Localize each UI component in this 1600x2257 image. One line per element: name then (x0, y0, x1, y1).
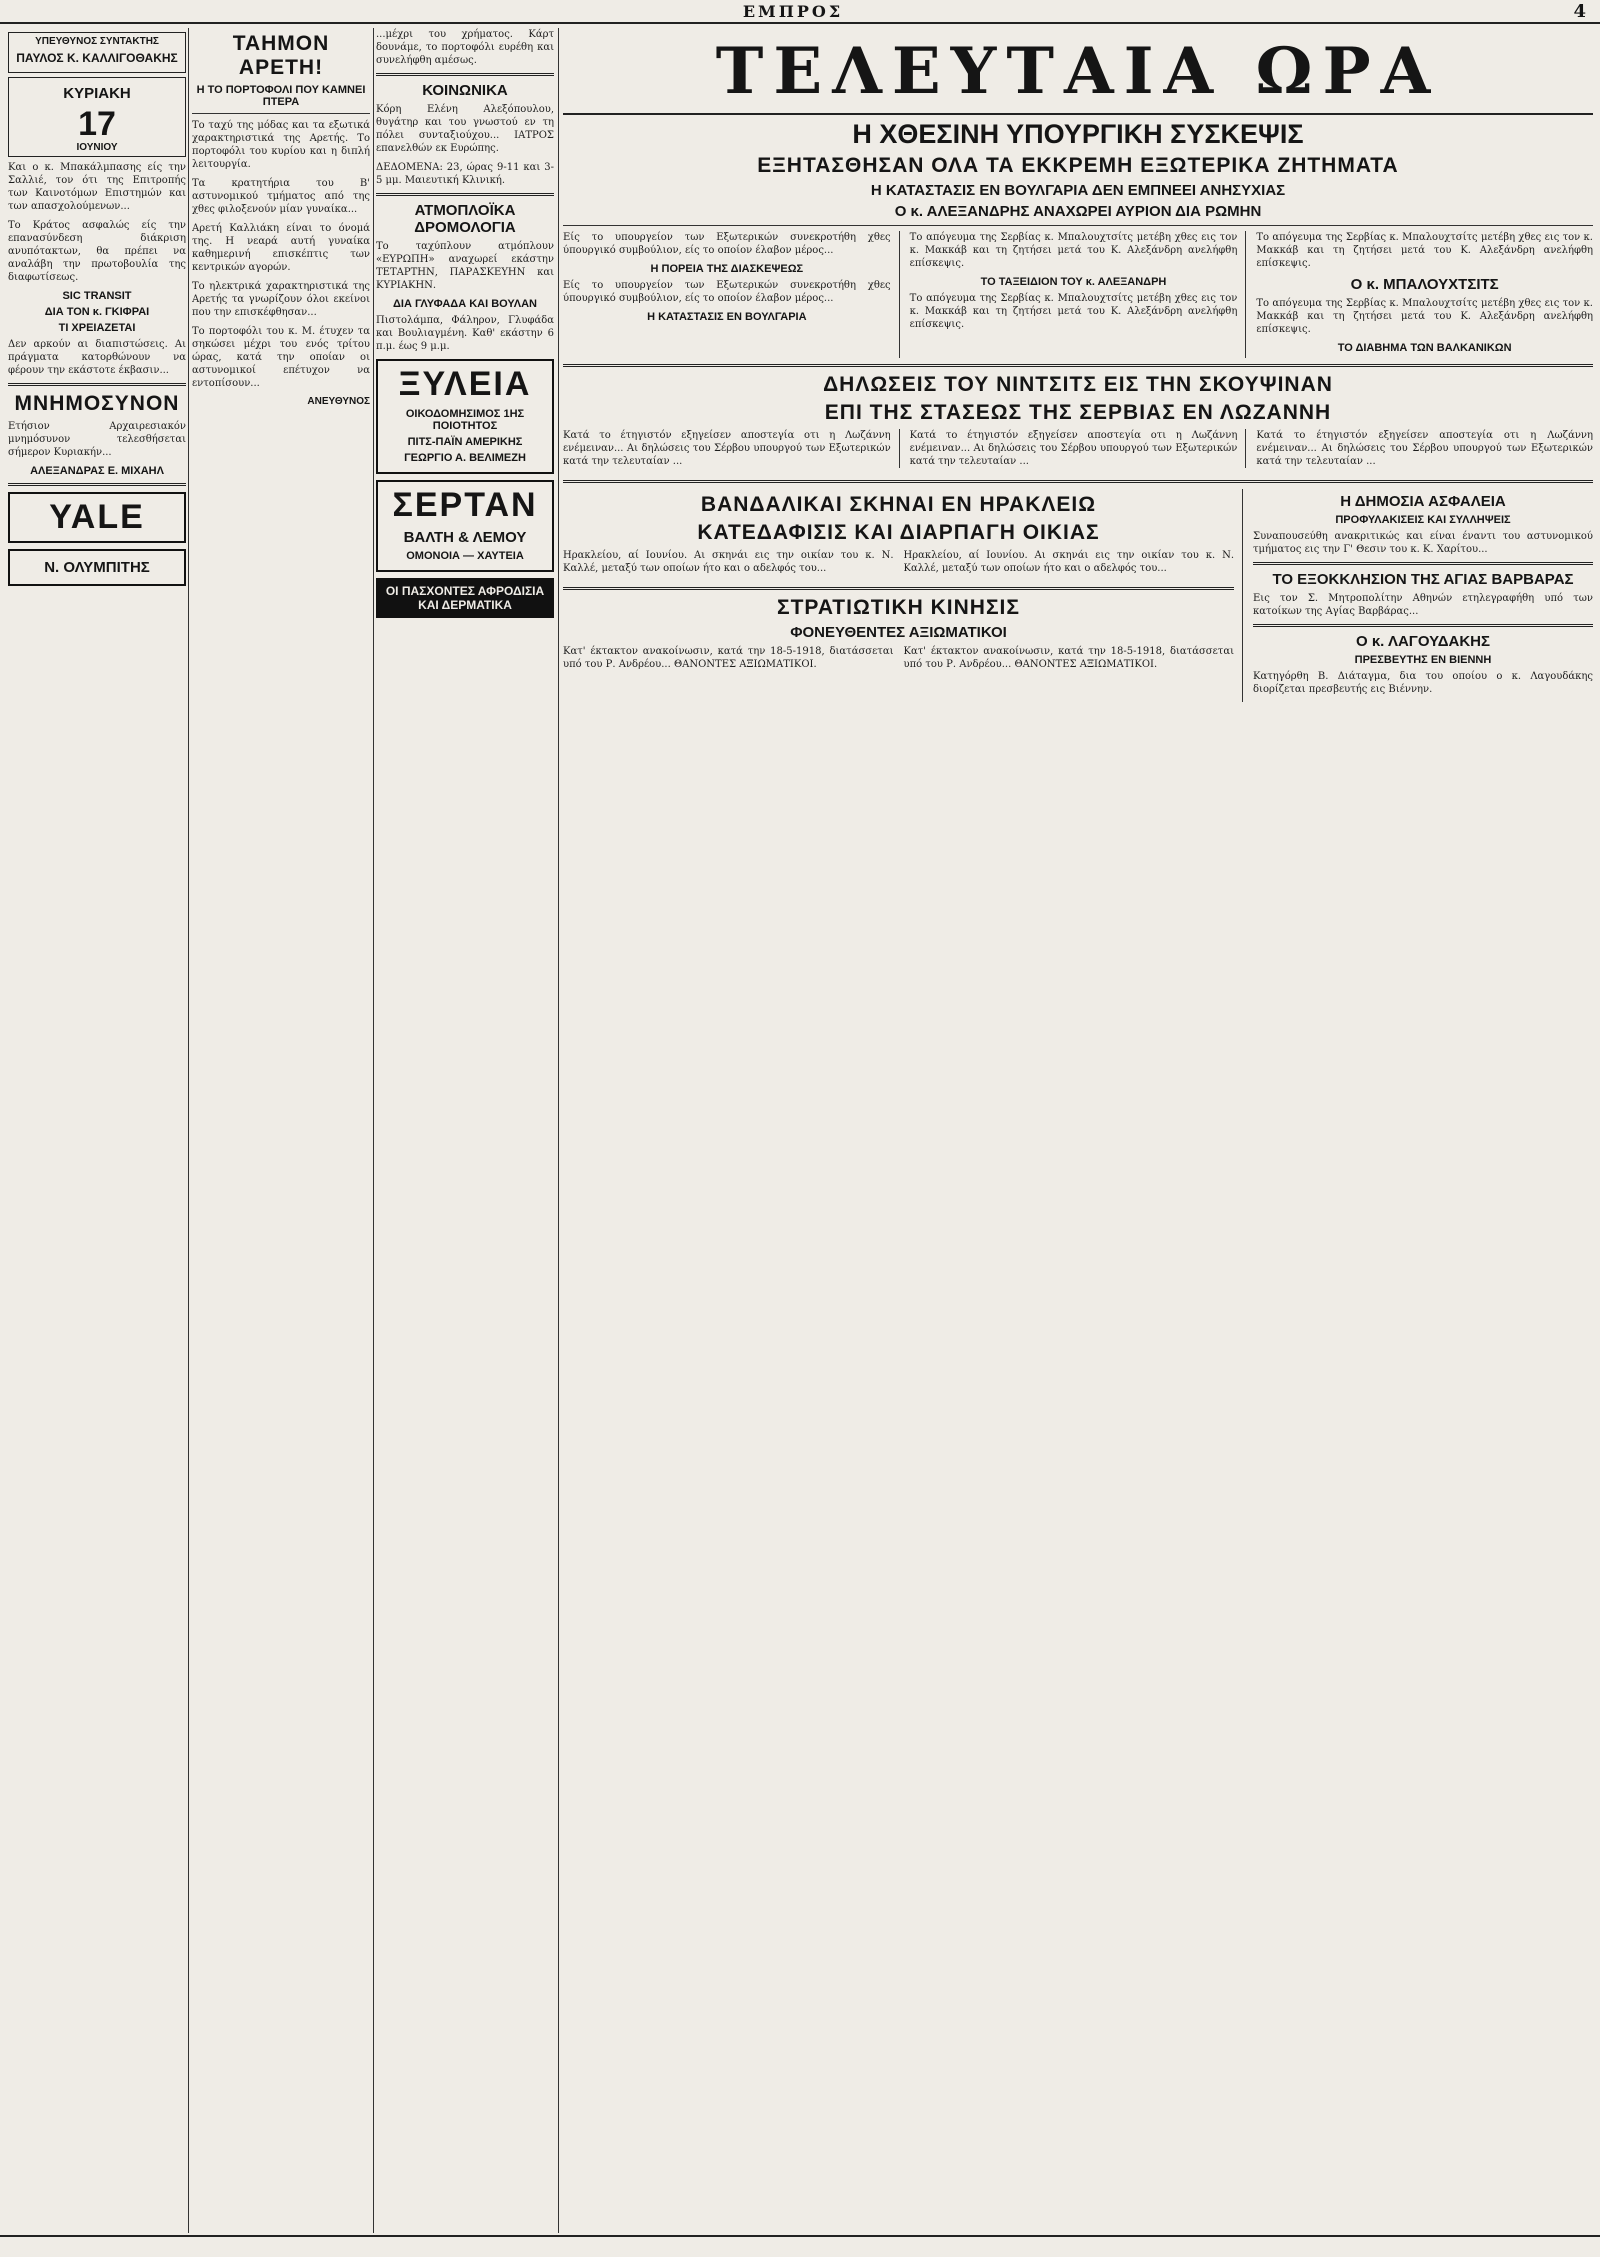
editor-label: ΥΠΕΥΘΥΝΟΣ ΣΥΝΤΑΚΤΗΣ (35, 36, 159, 47)
headline-profylaktiseis: ΠΡΟΦΥΛΑΚΙΣΕΙΣ ΚΑΙ ΣΥΛΛΗΨΕΙΣ (1335, 514, 1511, 526)
ad-olympitis-text: Ν. ΟΛΥΜΠΙΤΗΣ (44, 559, 150, 576)
day-label: ΚΥΡΙΑΚΗ (63, 85, 131, 102)
section-title: ΤΕΛΕΥΤΑΙΑ ΩΡΑ (563, 34, 1593, 115)
headline-sub3: Ο κ. ΑΛΕΞΑΝΔΡΗΣ ΑΝΑΧΩΡΕΙ ΑΥΡΙΟΝ ΔΙΑ ΡΩΜΗΝ (894, 203, 1262, 220)
article-text: Το Κράτος ασφαλώς είς την επανασύνδεση διάκριση ανυπότακτων, θα πρέπει να αναλάβη την πρωτοβουλία της διαφωτίσεως. (8, 220, 186, 283)
article-text: Είς το υπουργείον των Εξωτερικών συνεκροτήθη χθες ύπουργικό συμβούλιον, είς το οποίον έλαβον μέρος... (563, 280, 891, 304)
column-3 (376, 28, 554, 2233)
headline-exokklision: ΤΟ ΕΞΟΚΚΛΗΣΙΟΝ ΤΗΣ ΑΓΙΑΣ ΒΑΡΒΑΡΑΣ (1272, 571, 1574, 588)
lead-col-3 (1256, 231, 1593, 358)
column-2 (192, 28, 370, 2233)
article-text: Αρετή Καλλιάκη είναι το όνομά της. Η νεαρά αυτή γυναίκα καθημερινή επισκέπτις των κεντρικών αγορών. (192, 223, 370, 273)
section-atmoploika: ΑΤΜΟΠΛΟΪΚΑ ΔΡΟΜΟΛΟΓΙΑ (414, 202, 516, 236)
divider (376, 73, 554, 76)
article-text: Κατά το έτηγιστόν εξηγείσεν αποστεγία οτι η Λωζάννη ενέμειναν... Αι δηλώσεις του Σέρβου υπουργού των Εξωτερικών κατά την τελευταίαν ... (1256, 430, 1593, 467)
headline-sub2: Η ΚΑΤΑΣΤΑΣΙΣ ΕΝ ΒΟΥΛΓΑΡΙΑ ΔΕΝ ΕΜΠΝΕΕΙ ΑΝΗΣΥΧΙΑΣ (870, 182, 1286, 199)
ad-valti-sub: ΟΜΟΝΟΙΑ — ΧΑΥΤΕΙΑ (406, 550, 524, 562)
ad-yale-text: YALE (49, 498, 145, 536)
headline-dimosia: Η ΔΗΜΟΣΙΑ ΑΣΦΑΛΕΙΑ (1340, 493, 1506, 510)
section-glyfada: ΔΙΑ ΓΛΥΦΑΔΑ ΚΑΙ ΒΟΥΛΑΝ (393, 298, 537, 310)
ad-belimezi: ΓΕΩΡΓΙΟ Α. ΒΕΛΙΜΕΖΗ (404, 452, 526, 464)
nintsits-story (563, 429, 1593, 474)
article-text: Κόρη Ελένη Αλεξόπουλου, θυγάτηρ και του γνωστού εν τη πόλει συνταξιούχου... ΙΑΤΡΟΣ επανελθών εκ Ευρώπης. (376, 104, 554, 154)
article-heading: ΤΑΗΜΟΝ ΑΡΕΤΗ! (232, 32, 330, 79)
lower-left (563, 489, 1243, 702)
subhead-diabema: ΤΟ ΔΙΑΒΗΜΑ ΤΩΝ ΒΑΛΚΑΝΙΚΩΝ (1337, 342, 1512, 354)
headline-lagoudakis: Ο κ. ΛΑΓΟΥΔΑΚΗΣ (1355, 633, 1490, 650)
article-signature: ΑΝΕΥΘΥΝΟΣ (307, 396, 370, 407)
divider (563, 587, 1234, 590)
headline-presvis: ΠΡΕΣΒΕΥΤΗΣ ΕΝ ΒΙΕΝΝΗ (1354, 654, 1492, 666)
ad-sertan (376, 480, 554, 572)
headline-stasis: ΕΠΙ ΤΗΣ ΣΤΑΣΕΩΣ ΤΗΣ ΣΕΡΒΙΑΣ ΕΝ ΛΩΖΑΝΝΗ (824, 401, 1332, 424)
headline-vandalikai: ΒΑΝΔΑΛΙΚΑΙ ΣΚΗΝΑΙ ΕΝ ΗΡΑΚΛΕΙΩ (700, 493, 1097, 516)
article-text: Και ο κ. Μπακάλμπασης είς την Σαλλιέ, τον ότι της Επιτροπής των Καινοτόμων Επιστημών και των απασχολούμενων... (8, 162, 186, 212)
ad-afrodisia: ΟΙ ΠΑΣΧΟΝΤΕΣ ΑΦΡΟΔΙΣΙΑ ΚΑΙ ΔΕΡΜΑΤΙΚΑ (376, 578, 554, 618)
subhead-gkifrai: ΔΙΑ ΤΟΝ κ. ΓΚΙΦΡΑΙ (44, 306, 150, 318)
section-koinonika: ΚΟΙΝΩΝΙΚΑ (422, 82, 508, 99)
subhead-sic: SIC TRANSIT (62, 290, 132, 302)
article-text: Τα κρατητήρια του Β' αστυνομικού τμήματος από της χθες φιλοξενούν μίαν γυναίκα... (192, 178, 370, 215)
vandal-story (563, 549, 1234, 581)
article-text: Ηρακλείου, αί Ιουνίου. Αι σκηνάι εις την οικίαν του κ. Ν. Καλλέ, μεταξύ των οποίων ήτο και ο αδελφός του... (903, 550, 1234, 574)
memorial-name: ΑΛΕΞΑΝΔΡΑΣ Ε. ΜΙΧΑΗΛ (30, 465, 164, 477)
ad-xyleia-sub: ΟΙΚΟΔΟΜΗΣΙΜΟΣ 1ΗΣ ΠΟΙΟΤΗΤΟΣ (405, 408, 525, 432)
date-number: 17 (78, 105, 116, 143)
memorial-text: Ετήσιον Αρχαιρεσιακόν μνημόσυνον τελεσθήσεται σήμερον Κυριακήν... (8, 421, 186, 458)
article-text: Εις τον Σ. Μητροπολίτην Αθηνών ετηλεγραφήθη υπό των κατοίκων της Αγίας Βαρβάρας... (1253, 593, 1593, 617)
divider (8, 483, 186, 486)
article-text: Πιστολάμπα, Φάληρον, Γλυφάδα και Βουλιαγμένη. Καθ' εκάστην 6 π.μ. έως 9 μ.μ. (376, 315, 554, 352)
article-text: Το ταχύπλουν ατμόπλουν «ΕΥΡΩΠΗ» αναχωρεί εκάστην ΤΕΤΑΡΤΗΝ, ΠΑΡΑΣΚΕΥΗΝ και ΚΥΡΙΑΚΗΝ. (376, 241, 554, 291)
ad-yale (8, 492, 186, 543)
divider (376, 193, 554, 196)
subhead-taxidi: ΤΟ ΤΑΞΕΙΔΙΟΝ ΤΟΥ κ. ΑΛΕΞΑΝΔΡΗ (980, 276, 1167, 288)
divider (192, 113, 370, 114)
divider (563, 225, 1593, 226)
divider (563, 364, 1593, 367)
editor-box (8, 32, 186, 73)
military-story (563, 645, 1234, 677)
headline-katedafisis: ΚΑΤΕΔΑΦΙΣΙΣ ΚΑΙ ΔΙΑΡΠΑΓΗ ΟΙΚΙΑΣ (697, 521, 1100, 544)
ad-xyleia-sub2: ΠΙΤΣ-ΠΑΪΝ ΑΜΕΡΙΚΗΣ (407, 436, 523, 448)
column-1 (8, 28, 186, 2233)
article-text: Το απόγευμα της Σερβίας κ. Μπαλουχτσίτς μετέβη χθες εις τον κ. Μακκάβ και τη ζητήσει μετά του Κ. Αλεξάνδρη ανελήφθη επίσκεψις. (1256, 232, 1593, 269)
ad-sertan-title: ΣΕΡΤΑΝ (392, 486, 538, 524)
editor-name: ΠΑΥΛΟΣ Κ. ΚΑΛΛΙΓΟΘΑΚΗΣ (16, 51, 178, 65)
lead-story (563, 231, 1593, 358)
headline-nintsits: ΔΗΛΩΣΕΙΣ ΤΟΥ ΝΙΝΤΣΙΤΣ ΕΙΣ ΤΗΝ ΣΚΟΥΨΙΝΑΝ (823, 373, 1333, 396)
ad-xyleia-title: ΞΥΛΕΙΑ (398, 365, 532, 403)
page-footer-rule (0, 2235, 1600, 2257)
divider (1253, 624, 1593, 627)
lead-col-2 (910, 231, 1247, 358)
article-text: Το απόγευμα της Σερβίας κ. Μπαλουχτσίτς μετέβη χθες εις τον κ. Μακκάβ και τη ζητήσει μετά του Κ. Αλεξάνδρη ανελήφθη επίσκεψις. (909, 293, 1238, 330)
subhead-mpalouxtsits: Ο κ. ΜΠΑΛΟΥΧΤΣΙΤΣ (1350, 276, 1499, 293)
lower-section (563, 489, 1593, 702)
date-month: ΙΟΥΝΙΟΥ (76, 142, 118, 153)
article-text: Το ταχύ της μόδας και τα εξωτικά χαρακτηριστικά της Αρετής. Το πορτοφόλι του κυρίου και η διπλή λειτουργία. (192, 120, 370, 170)
article-text: Συναπουσεύθη ανακριτικώς και είναι έναντι του αστυνομικού τμήματος εις την Γ' Θεσιν του κ. Κ. Χαρίτου... (1253, 531, 1593, 555)
page-number: 4 (1573, 0, 1586, 22)
lower-right (1253, 489, 1593, 702)
date-box (8, 77, 186, 157)
article-text: ...μέχρι του χρήματος. Κάρτ δουνάμε, το πορτοφόλι ευρέθη και συνελήφθη αμέσως. (376, 29, 554, 66)
ad-valti: ΒΑΛΤΗ & ΛΕΜΟΥ (403, 529, 527, 546)
subhead-katastasis: Η ΚΑΤΑΣΤΑΣΙΣ ΕΝ ΒΟΥΛΓΑΡΙΑ (647, 311, 807, 323)
column-main (563, 28, 1593, 2233)
divider (8, 383, 186, 386)
article-text: Δεν αρκούν αι διαπιστώσεις. Αι πράγματα κατορθώνουν να φέρουν την εκάστοτε έκβασιν... (8, 339, 186, 376)
newspaper-title: ΕΜΠΡΟΣ (742, 1, 844, 21)
column-divider (373, 28, 374, 2233)
ad-olympitis (8, 549, 186, 586)
article-text: Κατ' έκτακτον ανακοίνωσιν, κατά την 18-5-1918, διατάσσεται υπό του Ρ. Ανδρέου... ΘΑΝΟΝΤΕΣ ΑΞΙΩΜΑΤΙΚΟΙ. (903, 646, 1234, 670)
article-text: Ηρακλείου, αί Ιουνίου. Αι σκηνάι εις την οικίαν του κ. Ν. Καλλέ, μεταξύ των οποίων ήτο και ο αδελφός του... (563, 550, 894, 574)
divider (563, 480, 1593, 483)
divider (1253, 562, 1593, 565)
lead-col-1 (563, 231, 900, 358)
article-text: Κατηγόρθη Β. Διάταγμα, δια του οποίου ο κ. Λαγουδάκης διορίζεται πρεσβευτής εις Βιέννην. (1253, 671, 1593, 695)
headline-sub: ΕΞΗΤΑΣΘΗΣΑΝ ΟΛΑ ΤΑ ΕΚΚΡΕΜΗ ΕΞΩΤΕΡΙΚΑ ΖΗΤΗΜΑΤΑ (757, 154, 1399, 177)
subhead-poreia: Η ΠΟΡΕΙΑ ΤΗΣ ΔΙΑΣΚΕΨΕΩΣ (650, 263, 804, 275)
article-text: Το πορτοφόλι του κ. Μ. έτυχεν τα σηκώσει μέχρι του ενός τρίτου ώρας, κατά την οποίαν οι αστυνομικοί επέτυχον να εντοπίσουν... (192, 326, 370, 389)
headline-foneuthentes: ΦΟΝΕΥΘΕΝΤΕΣ ΑΞΙΩΜΑΤΙΚΟΙ (790, 624, 1007, 641)
column-divider (188, 28, 189, 2233)
memorial-title: ΜΝΗΜΟΣΥΝΟΝ (14, 392, 180, 415)
subhead-ti: ΤΙ ΧΡΕΙΑΖΕΤΑΙ (58, 322, 136, 334)
masthead (0, 0, 1600, 24)
headline-stratiotiki: ΣΤΡΑΤΙΩΤΙΚΗ ΚΙΝΗΣΙΣ (777, 596, 1020, 619)
article-subheading: Η ΤΟ ΠΟΡΤΟΦΟΛΙ ΠΟΥ ΚΑΜΝΕΙ ΠΤΕΡΑ (196, 84, 366, 108)
article-text: ΔΕΔΟΜΕΝΑ: 23, ώρας 9-11 και 3-5 μμ. Μαιευτική Κλινική. (376, 162, 554, 186)
article-text: Το απόγευμα της Σερβίας κ. Μπαλουχτσίτς μετέβη χθες εις τον κ. Μακκάβ και τη ζητήσει μετά του Κ. Αλεξάνδρη ανελήφθη επίσκεψις. (1256, 298, 1593, 335)
ad-xyleia (376, 359, 554, 474)
headline-main: Η ΧΘΕΣΙΝΗ ΥΠΟΥΡΓΙΚΗ ΣΥΣΚΕΨΙΣ (852, 119, 1304, 149)
article-text: Κατά το έτηγιστόν εξηγείσεν αποστεγία οτι η Λωζάννη ενέμειναν... Αι δηλώσεις του Σέρβου υπουργού των Εξωτερικών κατά την τελευταίαν ... (563, 429, 900, 468)
article-text: Κατ' έκτακτον ανακοίνωσιν, κατά την 18-5-1918, διατάσσεται υπό του Ρ. Ανδρέου... ΘΑΝΟΝΤΕΣ ΑΞΙΩΜΑΤΙΚΟΙ. (563, 646, 894, 670)
article-text: Το απόγευμα της Σερβίας κ. Μπαλουχτσίτς μετέβη χθες εις τον κ. Μακκάβ και τη ζητήσει μετά του Κ. Αλεξάνδρη ανελήφθη επίσκεψις. (909, 232, 1238, 269)
article-text: Είς το υπουργείον των Εξωτερικών συνεκροτήθη χθες ύπουργικό συμβούλιον, είς το οποίον έλαβον μέρος... (563, 232, 891, 256)
article-text: Κατά το έτηγιστόν εξηγείσεν αποστεγία οτι η Λωζάννη ενέμειναν... Αι δηλώσεις του Σέρβου υπουργού των Εξωτερικών κατά την τελευταίαν ... (910, 429, 1247, 468)
column-divider (558, 28, 559, 2233)
article-text: Το ηλεκτρικά χαρακτηριστικά της Αρετής τα γνωρίζουν όλοι εκείνοι που την επισκέφθησαν... (192, 281, 370, 318)
